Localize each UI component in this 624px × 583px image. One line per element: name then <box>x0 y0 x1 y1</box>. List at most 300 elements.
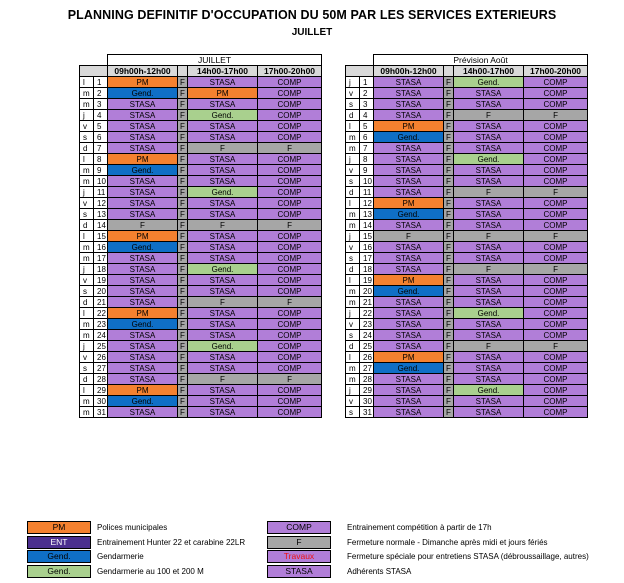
separator-cell: F <box>444 209 454 220</box>
day-letter: j <box>80 187 94 198</box>
page-title: PLANNING DEFINITIF D'OCCUPATION DU 50M PAR LES SERVICES EXTERIEURS <box>67 8 557 22</box>
table-row <box>346 121 588 132</box>
separator-cell: F <box>444 176 454 187</box>
table-row <box>346 77 588 88</box>
month-blank-cell <box>346 55 374 66</box>
evening-slot: COMP <box>258 176 322 187</box>
day-number: 6 <box>94 132 108 143</box>
day-letter: v <box>80 352 94 363</box>
day-number: 9 <box>94 165 108 176</box>
morning-slot: Gend. <box>108 396 178 407</box>
afternoon-slot: F <box>454 187 524 198</box>
evening-slot: COMP <box>524 198 588 209</box>
day-letter: d <box>346 264 360 275</box>
afternoon-slot: STASA <box>454 407 524 418</box>
day-number: 11 <box>360 187 374 198</box>
day-number: 27 <box>94 363 108 374</box>
morning-slot: PM <box>108 77 178 88</box>
table-row <box>346 396 588 407</box>
evening-slot: COMP <box>524 242 588 253</box>
day-number: 21 <box>360 297 374 308</box>
morning-slot: STASA <box>374 297 444 308</box>
day-number: 17 <box>360 253 374 264</box>
evening-slot: COMP <box>524 132 588 143</box>
separator-cell: F <box>444 330 454 341</box>
separator-cell: F <box>178 242 188 253</box>
day-number: 18 <box>94 264 108 275</box>
day-letter: d <box>80 220 94 231</box>
evening-slot: COMP <box>258 385 322 396</box>
evening-slot: COMP <box>258 132 322 143</box>
separator-cell: F <box>178 187 188 198</box>
day-number: 10 <box>360 176 374 187</box>
afternoon-slot: STASA <box>454 198 524 209</box>
morning-slot: Gend. <box>374 286 444 297</box>
day-number: 16 <box>94 242 108 253</box>
morning-slot: STASA <box>108 187 178 198</box>
separator-cell: F <box>444 231 454 242</box>
afternoon-slot: STASA <box>454 330 524 341</box>
day-letter: d <box>80 297 94 308</box>
day-letter: j <box>80 110 94 121</box>
evening-slot: COMP <box>258 242 322 253</box>
day-letter: l <box>80 154 94 165</box>
table-row <box>80 176 322 187</box>
evening-slot: COMP <box>258 231 322 242</box>
day-letter: m <box>346 220 360 231</box>
table-row <box>346 187 588 198</box>
table-row <box>80 165 322 176</box>
table-row <box>80 99 322 110</box>
morning-slot: STASA <box>374 308 444 319</box>
afternoon-slot: STASA <box>188 330 258 341</box>
afternoon-slot: Gend. <box>188 110 258 121</box>
separator-cell: F <box>444 253 454 264</box>
evening-slot: COMP <box>524 253 588 264</box>
afternoon-slot: STASA <box>188 99 258 110</box>
day-letter: s <box>346 330 360 341</box>
day-letter: j <box>346 308 360 319</box>
afternoon-slot: STASA <box>454 143 524 154</box>
morning-slot: STASA <box>108 121 178 132</box>
table-row <box>80 275 322 286</box>
month-blank-cell <box>80 55 108 66</box>
morning-slot: STASA <box>108 297 178 308</box>
day-number: 28 <box>360 374 374 385</box>
separator-cell: F <box>178 77 188 88</box>
separator-cell: F <box>178 330 188 341</box>
evening-slot: F <box>524 231 588 242</box>
afternoon-slot: F <box>454 264 524 275</box>
day-number: 29 <box>94 385 108 396</box>
day-number: 25 <box>360 341 374 352</box>
day-number: 24 <box>360 330 374 341</box>
morning-slot: STASA <box>374 407 444 418</box>
day-number: 2 <box>94 88 108 99</box>
header-row <box>346 66 588 77</box>
day-number: 31 <box>360 407 374 418</box>
header-separator <box>444 66 454 77</box>
table-row <box>80 143 322 154</box>
evening-slot: COMP <box>524 363 588 374</box>
day-letter: j <box>346 385 360 396</box>
morning-slot: STASA <box>108 209 178 220</box>
separator-cell: F <box>444 275 454 286</box>
table-row <box>80 407 322 418</box>
morning-slot: STASA <box>108 264 178 275</box>
afternoon-slot: STASA <box>454 374 524 385</box>
afternoon-slot: STASA <box>454 165 524 176</box>
month-label: JUILLET <box>108 55 322 66</box>
afternoon-slot: F <box>454 231 524 242</box>
day-letter: d <box>346 187 360 198</box>
morning-slot: PM <box>374 121 444 132</box>
morning-slot: PM <box>374 352 444 363</box>
table-row <box>80 264 322 275</box>
separator-cell: F <box>178 165 188 176</box>
morning-slot: STASA <box>108 176 178 187</box>
month-label: Prévision Août <box>374 55 588 66</box>
afternoon-slot: STASA <box>454 132 524 143</box>
separator-cell: F <box>178 88 188 99</box>
evening-slot: COMP <box>258 165 322 176</box>
morning-slot: PM <box>374 275 444 286</box>
table-row <box>80 330 322 341</box>
header-blank-cell <box>346 66 374 77</box>
day-letter: l <box>80 231 94 242</box>
table-row <box>80 363 322 374</box>
morning-slot: STASA <box>108 132 178 143</box>
evening-slot: COMP <box>258 352 322 363</box>
afternoon-slot: STASA <box>454 242 524 253</box>
day-letter: j <box>346 231 360 242</box>
separator-cell: F <box>178 396 188 407</box>
table-row <box>346 198 588 209</box>
day-letter: m <box>80 176 94 187</box>
day-number: 31 <box>94 407 108 418</box>
separator-cell: F <box>178 352 188 363</box>
morning-slot: STASA <box>374 99 444 110</box>
morning-slot: STASA <box>374 143 444 154</box>
afternoon-slot: STASA <box>188 242 258 253</box>
table-row <box>346 88 588 99</box>
separator-cell: F <box>178 253 188 264</box>
day-letter: m <box>346 363 360 374</box>
legend-description: Gendarmerie au 100 et 200 M <box>97 567 204 576</box>
evening-slot: COMP <box>524 330 588 341</box>
morning-slot: Gend. <box>108 88 178 99</box>
morning-slot: STASA <box>108 374 178 385</box>
table-row <box>80 253 322 264</box>
evening-slot: COMP <box>258 88 322 99</box>
header-evening: 17h00-20h00 <box>258 66 322 77</box>
day-letter: l <box>346 198 360 209</box>
table-row <box>80 154 322 165</box>
separator-cell: F <box>178 198 188 209</box>
afternoon-slot: F <box>454 341 524 352</box>
day-letter: m <box>346 297 360 308</box>
evening-slot: COMP <box>524 297 588 308</box>
day-letter: m <box>80 253 94 264</box>
day-letter: l <box>346 121 360 132</box>
afternoon-slot: STASA <box>188 363 258 374</box>
evening-slot: COMP <box>524 121 588 132</box>
day-number: 3 <box>360 99 374 110</box>
day-letter: m <box>80 88 94 99</box>
evening-slot: COMP <box>524 286 588 297</box>
separator-cell: F <box>444 121 454 132</box>
morning-slot: PM <box>108 231 178 242</box>
separator-cell: F <box>178 385 188 396</box>
separator-cell: F <box>178 363 188 374</box>
legend-swatch: Gend. <box>27 565 91 578</box>
separator-cell: F <box>178 308 188 319</box>
day-letter: s <box>80 363 94 374</box>
day-letter: m <box>80 407 94 418</box>
afternoon-slot: Gend. <box>454 77 524 88</box>
table-row <box>346 154 588 165</box>
day-number: 30 <box>360 396 374 407</box>
morning-slot: STASA <box>108 198 178 209</box>
evening-slot: COMP <box>524 88 588 99</box>
morning-slot: STASA <box>108 99 178 110</box>
separator-cell: F <box>178 407 188 418</box>
separator-cell: F <box>178 231 188 242</box>
afternoon-slot: STASA <box>188 275 258 286</box>
morning-slot: STASA <box>108 352 178 363</box>
table-row <box>346 264 588 275</box>
day-letter: v <box>80 198 94 209</box>
morning-slot: STASA <box>108 275 178 286</box>
separator-cell: F <box>444 220 454 231</box>
morning-slot: STASA <box>374 253 444 264</box>
evening-slot: COMP <box>524 99 588 110</box>
afternoon-slot: STASA <box>188 396 258 407</box>
day-number: 27 <box>360 363 374 374</box>
afternoon-slot: STASA <box>188 253 258 264</box>
legend-description: Adhérents STASA <box>347 567 412 576</box>
evening-slot: COMP <box>524 209 588 220</box>
evening-slot: F <box>524 264 588 275</box>
evening-slot: COMP <box>258 77 322 88</box>
morning-slot: STASA <box>374 242 444 253</box>
morning-slot: STASA <box>108 143 178 154</box>
morning-slot: STASA <box>108 363 178 374</box>
morning-slot: STASA <box>374 330 444 341</box>
evening-slot: COMP <box>524 220 588 231</box>
legend-description: Polices municipales <box>97 523 168 532</box>
separator-cell: F <box>444 110 454 121</box>
day-letter: v <box>346 396 360 407</box>
afternoon-slot: STASA <box>188 121 258 132</box>
page-subtitle: JUILLET <box>291 27 333 38</box>
evening-slot: COMP <box>524 319 588 330</box>
table-row <box>346 231 588 242</box>
morning-slot: STASA <box>374 264 444 275</box>
day-letter: s <box>80 286 94 297</box>
day-number: 7 <box>94 143 108 154</box>
table-row <box>80 132 322 143</box>
afternoon-slot: STASA <box>188 176 258 187</box>
afternoon-slot: F <box>188 374 258 385</box>
separator-cell: F <box>178 341 188 352</box>
separator-cell: F <box>444 77 454 88</box>
afternoon-slot: Gend. <box>454 154 524 165</box>
evening-slot: COMP <box>258 396 322 407</box>
day-letter: s <box>346 176 360 187</box>
morning-slot: STASA <box>374 319 444 330</box>
afternoon-slot: STASA <box>454 253 524 264</box>
afternoon-slot: STASA <box>188 286 258 297</box>
day-letter: m <box>80 319 94 330</box>
evening-slot: COMP <box>258 110 322 121</box>
evening-slot: COMP <box>524 77 588 88</box>
table-row <box>346 176 588 187</box>
separator-cell: F <box>444 407 454 418</box>
separator-cell: F <box>178 374 188 385</box>
table-row <box>80 352 322 363</box>
afternoon-slot: STASA <box>454 363 524 374</box>
afternoon-slot: Gend. <box>188 187 258 198</box>
day-letter: s <box>80 209 94 220</box>
evening-slot: COMP <box>524 154 588 165</box>
afternoon-slot: STASA <box>454 297 524 308</box>
separator-cell: F <box>178 132 188 143</box>
day-number: 18 <box>360 264 374 275</box>
evening-slot: COMP <box>524 396 588 407</box>
separator-cell: F <box>444 187 454 198</box>
day-number: 23 <box>360 319 374 330</box>
legend-description: Fermeture spéciale pour entretiens STASA (débroussaillage, autres) <box>347 552 589 561</box>
separator-cell: F <box>444 242 454 253</box>
day-letter: v <box>346 242 360 253</box>
separator-cell: F <box>444 198 454 209</box>
day-number: 3 <box>94 99 108 110</box>
day-letter: m <box>346 143 360 154</box>
morning-slot: Gend. <box>374 132 444 143</box>
day-number: 12 <box>94 198 108 209</box>
day-number: 9 <box>360 165 374 176</box>
table-row <box>80 110 322 121</box>
evening-slot: COMP <box>258 286 322 297</box>
afternoon-slot: STASA <box>188 132 258 143</box>
evening-slot: F <box>258 297 322 308</box>
day-letter: m <box>80 99 94 110</box>
day-letter: l <box>346 352 360 363</box>
header-blank-cell <box>80 66 108 77</box>
day-number: 13 <box>94 209 108 220</box>
morning-slot: Gend. <box>374 363 444 374</box>
afternoon-slot: STASA <box>454 209 524 220</box>
separator-cell: F <box>178 275 188 286</box>
july-schedule-table <box>79 54 322 418</box>
morning-slot: PM <box>108 385 178 396</box>
evening-slot: COMP <box>258 330 322 341</box>
day-letter: j <box>346 77 360 88</box>
afternoon-slot: STASA <box>454 352 524 363</box>
day-number: 25 <box>94 341 108 352</box>
afternoon-slot: STASA <box>454 121 524 132</box>
separator-cell: F <box>444 385 454 396</box>
day-number: 20 <box>94 286 108 297</box>
separator-cell: F <box>444 363 454 374</box>
evening-slot: COMP <box>258 341 322 352</box>
day-number: 29 <box>360 385 374 396</box>
table-row <box>346 275 588 286</box>
table-row <box>346 209 588 220</box>
afternoon-slot: STASA <box>454 396 524 407</box>
evening-slot: COMP <box>258 253 322 264</box>
legend-swatch: STASA <box>267 565 331 578</box>
evening-slot: COMP <box>524 385 588 396</box>
day-number: 12 <box>360 198 374 209</box>
separator-cell: F <box>178 220 188 231</box>
table-row <box>346 363 588 374</box>
table-row <box>346 253 588 264</box>
day-number: 8 <box>94 154 108 165</box>
table-row <box>80 385 322 396</box>
morning-slot: STASA <box>374 165 444 176</box>
morning-slot: STASA <box>108 407 178 418</box>
day-letter: m <box>346 286 360 297</box>
separator-cell: F <box>178 143 188 154</box>
day-number: 15 <box>360 231 374 242</box>
evening-slot: COMP <box>258 407 322 418</box>
day-letter: l <box>80 77 94 88</box>
day-letter: v <box>346 319 360 330</box>
day-number: 19 <box>94 275 108 286</box>
day-number: 28 <box>94 374 108 385</box>
day-letter: l <box>80 308 94 319</box>
morning-slot: Gend. <box>374 209 444 220</box>
evening-slot: COMP <box>258 198 322 209</box>
legend-swatch: ENT <box>27 536 91 549</box>
table-row <box>80 231 322 242</box>
morning-slot: STASA <box>374 374 444 385</box>
separator-cell: F <box>444 132 454 143</box>
day-letter: v <box>80 121 94 132</box>
morning-slot: STASA <box>374 176 444 187</box>
legend-description: Fermeture normale - Dimanche après midi et jours fériés <box>347 538 548 547</box>
day-letter: v <box>80 275 94 286</box>
separator-cell: F <box>444 341 454 352</box>
afternoon-slot: STASA <box>188 198 258 209</box>
header-evening: 17h00-20h00 <box>524 66 588 77</box>
evening-slot: COMP <box>258 363 322 374</box>
day-number: 14 <box>94 220 108 231</box>
day-letter: s <box>346 407 360 418</box>
day-number: 11 <box>94 187 108 198</box>
day-number: 26 <box>360 352 374 363</box>
separator-cell: F <box>444 286 454 297</box>
afternoon-slot: STASA <box>454 319 524 330</box>
afternoon-slot: F <box>188 297 258 308</box>
table-row <box>80 297 322 308</box>
morning-slot: STASA <box>108 286 178 297</box>
morning-slot: STASA <box>374 341 444 352</box>
day-letter: j <box>346 154 360 165</box>
evening-slot: F <box>258 374 322 385</box>
month-row <box>346 55 588 66</box>
separator-cell: F <box>444 319 454 330</box>
table-row <box>346 165 588 176</box>
header-afternoon: 14h00-17h00 <box>188 66 258 77</box>
legend-swatch: F <box>267 536 331 549</box>
day-letter: s <box>346 253 360 264</box>
day-number: 20 <box>360 286 374 297</box>
day-letter: m <box>346 374 360 385</box>
afternoon-slot: STASA <box>188 385 258 396</box>
